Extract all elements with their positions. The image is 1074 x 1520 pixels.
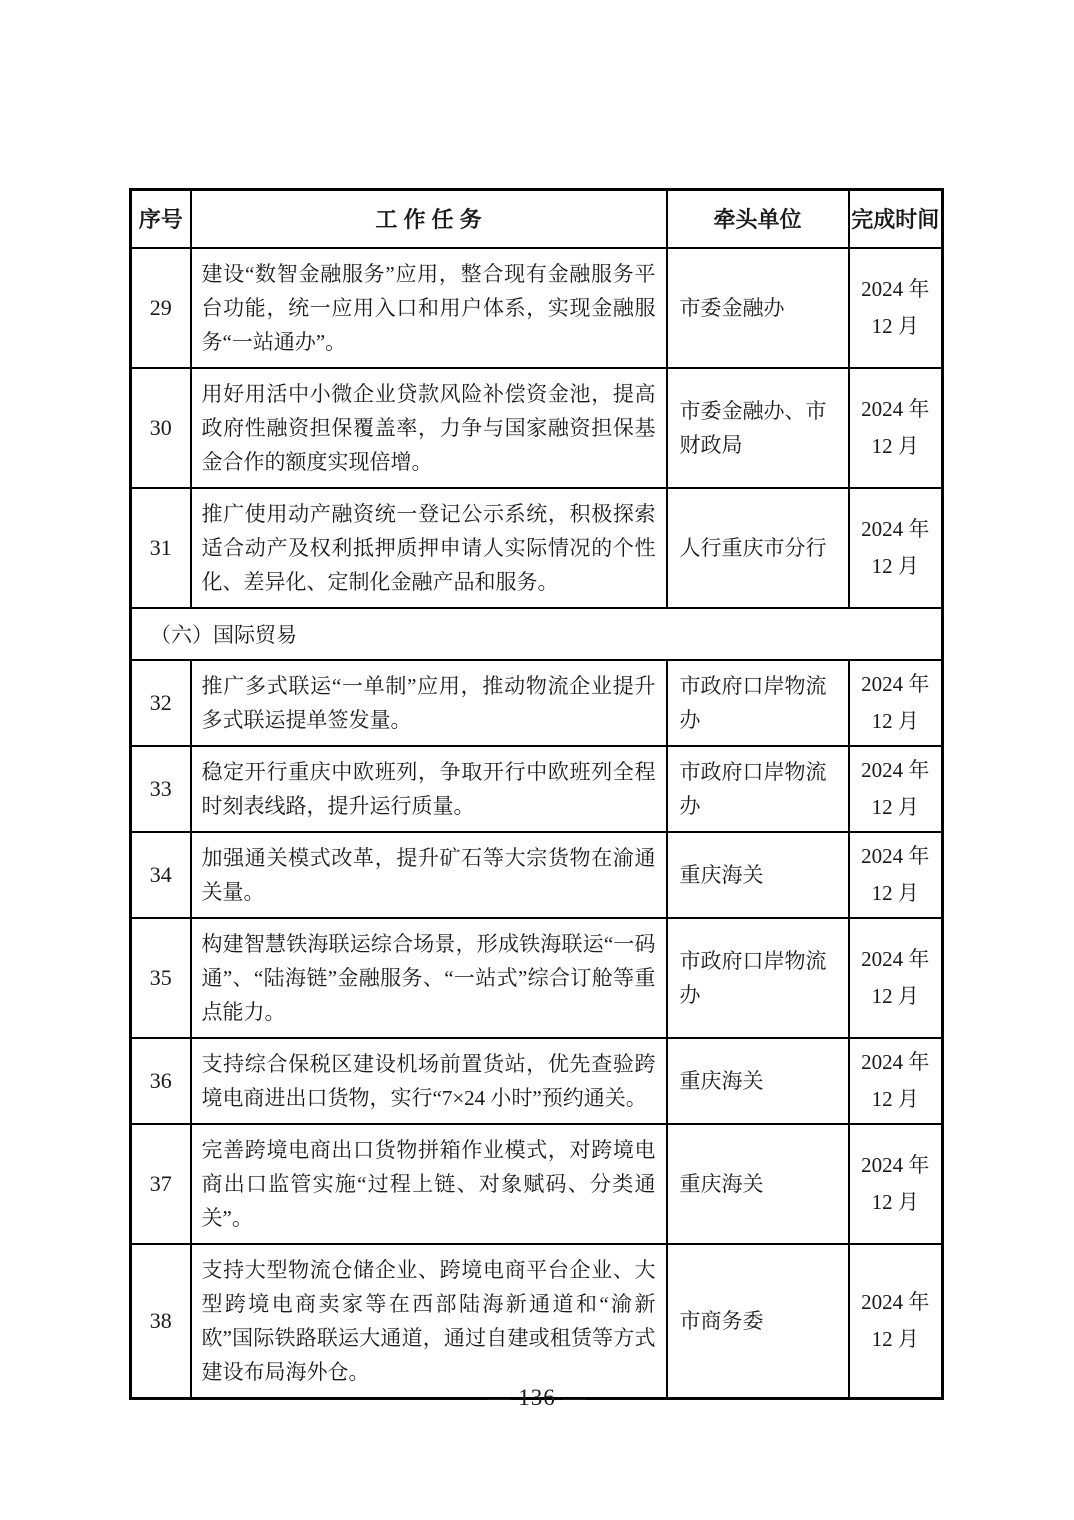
completion-time-month: 12 月 (871, 553, 919, 578)
row-number: 34 (131, 832, 191, 918)
row-number: 31 (131, 488, 191, 608)
completion-time (849, 1038, 943, 1124)
completion-time-month: 12 月 (871, 433, 919, 458)
completion-time-year: 2024 年 (861, 1289, 930, 1314)
completion-time (849, 368, 943, 488)
lead-unit: 市政府口岸物流办 (667, 660, 849, 746)
completion-time-year: 2024 年 (861, 843, 930, 868)
task-text: 用好用活中小微企业贷款风险补偿资金池，提高政府性融资担保覆盖率，力争与国家融资担保基金合作的额度实现倍增。 (191, 368, 667, 488)
completion-time-year: 2024 年 (861, 946, 930, 971)
table-row (131, 1124, 943, 1244)
task-text: 推广多式联运“一单制”应用，推动物流企业提升多式联运提单签发量。 (191, 660, 667, 746)
section-row (131, 608, 943, 660)
completion-time (849, 746, 943, 832)
completion-time-year: 2024 年 (861, 276, 930, 301)
row-number: 37 (131, 1124, 191, 1244)
table-row (131, 918, 943, 1038)
lead-unit: 市委金融办、市财政局 (667, 368, 849, 488)
task-text: 完善跨境电商出口货物拼箱作业模式，对跨境电商出口监管实施“过程上链、对象赋码、分类通关”。 (191, 1124, 667, 1244)
completion-time-month: 12 月 (871, 983, 919, 1008)
completion-time (849, 1124, 943, 1244)
lead-unit: 重庆海关 (667, 832, 849, 918)
completion-time-month: 12 月 (871, 1326, 919, 1351)
completion-time (849, 660, 943, 746)
table-row (131, 488, 943, 608)
completion-time (849, 918, 943, 1038)
task-text: 加强通关模式改革，提升矿石等大宗货物在渝通关量。 (191, 832, 667, 918)
task-text: 支持综合保税区建设机场前置货站，优先查验跨境电商进出口货物，实行“7×24 小时”预约通关。 (191, 1038, 667, 1124)
table-row (131, 746, 943, 832)
completion-time (849, 248, 943, 368)
row-number: 36 (131, 1038, 191, 1124)
completion-time (849, 1244, 943, 1399)
lead-unit: 人行重庆市分行 (667, 488, 849, 608)
task-text: 推广使用动产融资统一登记公示系统，积极探索适合动产及权利抵押质押申请人实际情况的个性化、差异化、定制化金融产品和服务。 (191, 488, 667, 608)
header-completion-time: 完成时间 (849, 190, 943, 248)
task-text: 支持大型物流仓储企业、跨境电商平台企业、大型跨境电商卖家等在西部陆海新通道和“渝新欧”国际铁路联运大通道，通过自建或租赁等方式建设布局海外仓。 (191, 1244, 667, 1399)
table-row (131, 660, 943, 746)
completion-time-month: 12 月 (871, 313, 919, 338)
table-row (131, 832, 943, 918)
completion-time-year: 2024 年 (861, 396, 930, 421)
completion-time-year: 2024 年 (861, 1049, 930, 1074)
section-heading: （六）国际贸易 (131, 608, 943, 660)
lead-unit: 市商务委 (667, 1244, 849, 1399)
completion-time-year: 2024 年 (861, 671, 930, 696)
table-row (131, 368, 943, 488)
header-serial-number: 序号 (131, 190, 191, 248)
row-number: 35 (131, 918, 191, 1038)
row-number: 30 (131, 368, 191, 488)
completion-time-year: 2024 年 (861, 516, 930, 541)
table-row (131, 1244, 943, 1399)
header-lead-unit: 牵头单位 (667, 190, 849, 248)
lead-unit: 重庆海关 (667, 1038, 849, 1124)
table-header-row (131, 190, 943, 248)
work-task-table (129, 188, 944, 1400)
completion-time-month: 12 月 (871, 1086, 919, 1111)
table-row (131, 1038, 943, 1124)
lead-unit: 市政府口岸物流办 (667, 746, 849, 832)
row-number: 29 (131, 248, 191, 368)
completion-time-month: 12 月 (871, 708, 919, 733)
task-text: 建设“数智金融服务”应用，整合现有金融服务平台功能，统一应用入口和用户体系，实现金融服务“一站通办”。 (191, 248, 667, 368)
row-number: 32 (131, 660, 191, 746)
completion-time (849, 832, 943, 918)
lead-unit: 重庆海关 (667, 1124, 849, 1244)
completion-time-month: 12 月 (871, 794, 919, 819)
completion-time (849, 488, 943, 608)
task-text: 稳定开行重庆中欧班列，争取开行中欧班列全程时刻表线路，提升运行质量。 (191, 746, 667, 832)
table-row (131, 248, 943, 368)
lead-unit: 市委金融办 (667, 248, 849, 368)
lead-unit: 市政府口岸物流办 (667, 918, 849, 1038)
completion-time-year: 2024 年 (861, 1152, 930, 1177)
completion-time-month: 12 月 (871, 1189, 919, 1214)
header-work-task: 工 作 任 务 (191, 190, 667, 248)
completion-time-month: 12 月 (871, 880, 919, 905)
task-text: 构建智慧铁海联运综合场景，形成铁海联运“一码通”、“陆海链”金融服务、“一站式”综合订舱等重点能力。 (191, 918, 667, 1038)
row-number: 33 (131, 746, 191, 832)
row-number: 38 (131, 1244, 191, 1399)
page-number: — 136 — (487, 1385, 587, 1410)
completion-time-year: 2024 年 (861, 757, 930, 782)
